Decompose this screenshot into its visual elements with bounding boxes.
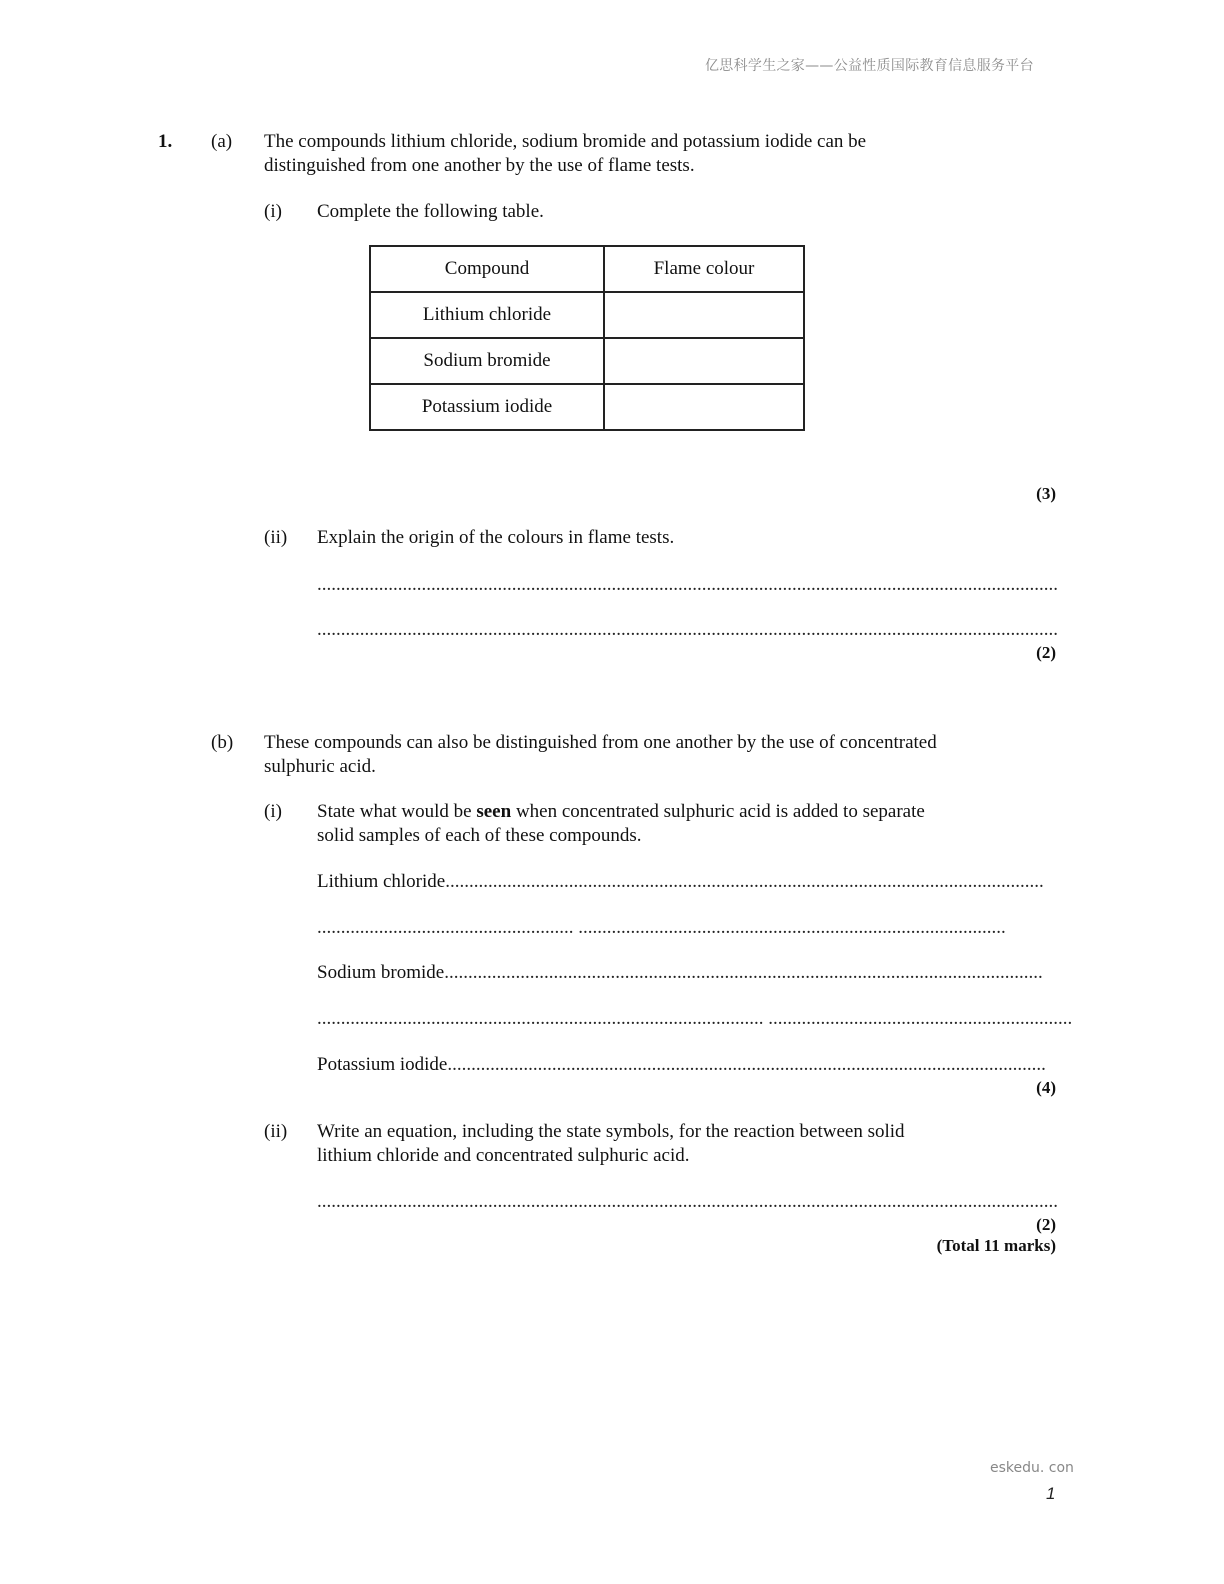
table-cell-compound: Potassium iodide (370, 384, 604, 430)
answer-line[interactable]: ...................................................... .......................................................................................... (317, 917, 1006, 938)
part-a-ii-label: (ii) (264, 527, 288, 548)
table-cell-flame-colour[interactable] (604, 338, 804, 384)
table-row (370, 384, 804, 430)
part-a-ii-text: Explain the origin of the colours in flame tests. (317, 527, 675, 548)
table-cell-flame-colour[interactable] (604, 292, 804, 338)
page-number: 1 (1046, 1484, 1056, 1503)
table-header-flame-colour: Flame colour (604, 246, 804, 292)
part-b-text-line2: sulphuric acid. (264, 756, 376, 777)
answer-line[interactable]: .............................................................................................................................. (444, 962, 1043, 983)
answer-line[interactable]: ............................................................................................................................................................ (317, 619, 1058, 640)
marks-a-i: (3) (1036, 484, 1056, 503)
marks-b-i: (4) (1036, 1078, 1056, 1097)
footer-site: eskedu. con (990, 1460, 1074, 1476)
part-b-ii-text-line1: Write an equation, including the state symbols, for the reaction between solid (317, 1121, 905, 1142)
marks-b-ii: (2) (1036, 1215, 1056, 1234)
part-a-text-line1: The compounds lithium chloride, sodium bromide and potassium iodide can be (264, 131, 867, 152)
part-b-text-line1: These compounds can also be distinguished from one another by the use of concentrated (264, 732, 937, 753)
answer-line[interactable]: ............................................................................................................................................................ (317, 574, 1058, 595)
lithium-answer-row (317, 870, 1044, 894)
text-normal: State what would be (317, 801, 477, 822)
answer-line[interactable]: .............................................................................................. ................................................................ (317, 1008, 1073, 1029)
part-b-i-text-line1 (317, 800, 925, 824)
table-cell-compound: Lithium chloride (370, 292, 604, 338)
potassium-answer-row (317, 1053, 1046, 1077)
marks-a-ii: (2) (1036, 643, 1056, 662)
part-a-label: (a) (211, 131, 233, 152)
lithium-label: Lithium chloride (317, 871, 446, 892)
table-row (370, 292, 804, 338)
part-b-i-label: (i) (264, 801, 282, 822)
table-header-compound: Compound (370, 246, 604, 292)
table-row (370, 338, 804, 384)
part-b-i-text-line2: solid samples of each of these compounds. (317, 825, 642, 846)
table-cell-flame-colour[interactable] (604, 384, 804, 430)
part-a-text-line2: distinguished from one another by the use of flame tests. (264, 155, 695, 176)
flame-test-table (369, 245, 805, 431)
table-header-row (370, 246, 804, 292)
total-marks: (Total 11 marks) (936, 1236, 1056, 1255)
table-cell-compound: Sodium bromide (370, 338, 604, 384)
question-number: 1. (158, 131, 173, 152)
part-b-label: (b) (211, 732, 234, 753)
part-a-i-label: (i) (264, 201, 282, 222)
potassium-label: Potassium iodide (317, 1054, 448, 1075)
part-b-ii-text-line2: lithium chloride and concentrated sulphuric acid. (317, 1145, 690, 1166)
answer-line[interactable]: .............................................................................................................................. (447, 1054, 1046, 1075)
part-b-ii-label: (ii) (264, 1121, 288, 1142)
sodium-label: Sodium bromide (317, 962, 445, 983)
header-watermark: 亿思科学生之家——公益性质国际教育信息服务平台 (705, 58, 1034, 74)
answer-line[interactable]: ............................................................................................................................................................ (317, 1191, 1058, 1212)
answer-line[interactable]: .............................................................................................................................. (445, 871, 1044, 892)
sodium-answer-row (317, 961, 1043, 985)
text-normal: when concentrated sulphuric acid is added to separate (511, 801, 925, 822)
text-bold-seen: seen (476, 801, 512, 822)
part-a-i-text: Complete the following table. (317, 201, 544, 222)
